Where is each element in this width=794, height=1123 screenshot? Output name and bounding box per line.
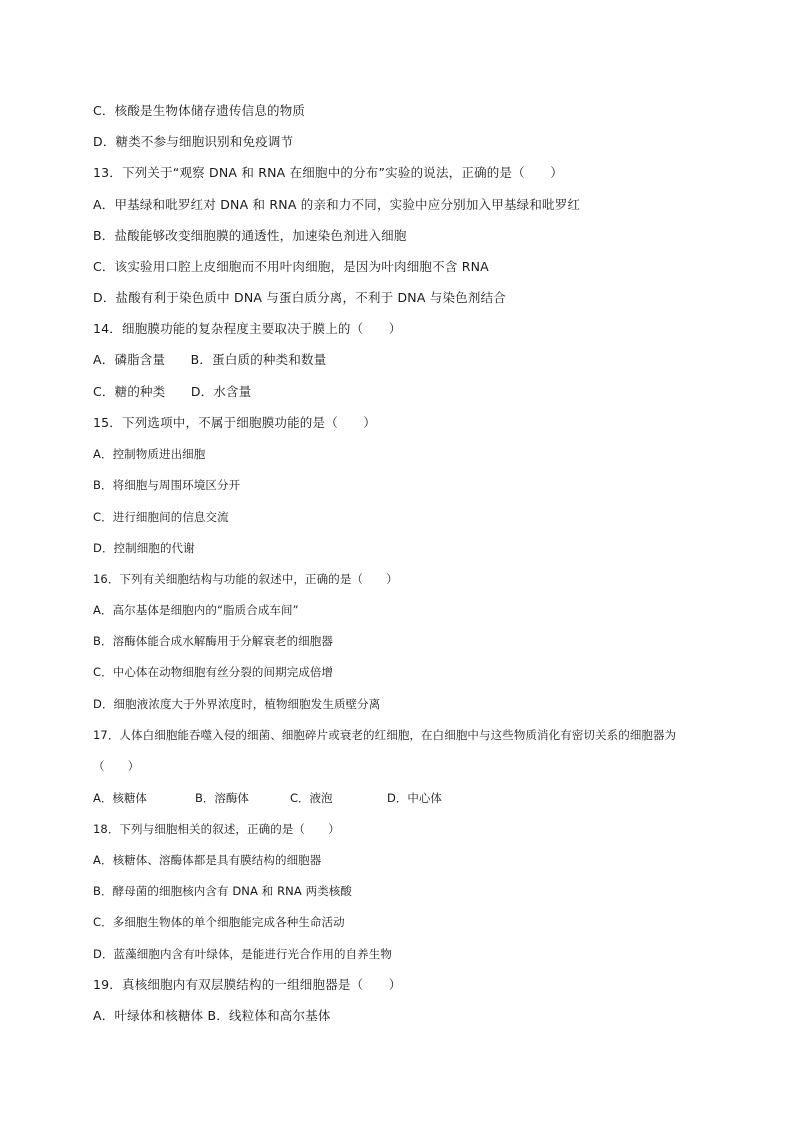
q15-option-c: C．进行细胞间的信息交流 (93, 510, 229, 524)
question-19: 19．真核细胞内有双层膜结构的一组细胞器是（ ） (93, 977, 402, 992)
q16-option-d: D．细胞液浓度大于外界浓度时，植物细胞发生质壁分离 (93, 697, 381, 711)
q16-option-a: A．高尔基体是细胞内的“脂质合成车间” (93, 603, 299, 617)
q15-option-d: D．控制细胞的代谢 (93, 541, 195, 555)
q12-option-d: D．糖类不参与细胞识别和免疫调节 (93, 134, 294, 149)
q19-options-ab: A．叶绿体和核糖体 B．线粒体和高尔基体 (93, 1008, 331, 1023)
q16-option-b: B．溶酶体能合成水解酶用于分解衰老的细胞器 (93, 634, 333, 648)
q18-option-d: D．蓝藻细胞内含有叶绿体，是能进行光合作用的自养生物 (93, 947, 392, 961)
q17-option-a: A．核糖体 (93, 791, 147, 805)
question-15: 15．下列选项中，不属于细胞膜功能的是（ ） (93, 415, 377, 430)
q18-option-a: A．核糖体、溶酶体都是具有膜结构的细胞器 (93, 853, 322, 867)
q17-options (93, 790, 442, 806)
q16-option-c: C．中心体在动物细胞有丝分裂的间期完成倍增 (93, 665, 334, 679)
question-16: 16．下列有关细胞结构与功能的叙述中，正确的是（ ） (93, 572, 398, 586)
q14-options-cd: C．糖的种类 D．水含量 (93, 384, 252, 399)
q15-option-a: A．控制物质进出细胞 (93, 447, 206, 461)
q13-option-c: C．该实验用口腔上皮细胞而不用叶肉细胞，是因为叶肉细胞不含 RNA (93, 259, 489, 274)
q14-options-ab: A．磷脂含量 B．蛋白质的种类和数量 (93, 352, 327, 367)
question-18: 18．下列与细胞相关的叙述，正确的是（ ） (93, 822, 340, 836)
q15-option-b: B．将细胞与周围环境区分开 (93, 478, 241, 492)
q13-option-a: A．甲基绿和吡罗红对 DNA 和 RNA 的亲和力不同，实验中应分别加入甲基绿和吡罗红 (93, 197, 581, 212)
question-14: 14．细胞膜功能的复杂程度主要取决于膜上的（ ） (93, 321, 402, 336)
q17-option-b: B．溶酶体 (195, 791, 249, 805)
q17-option-c: C．液泡 (290, 791, 333, 805)
q18-option-c: C．多细胞生物体的单个细胞能完成各种生命活动 (93, 915, 345, 929)
q13-option-b: B．盐酸能够改变细胞膜的通透性，加速染色剂进入细胞 (93, 228, 407, 243)
q17-option-d: D．中心体 (387, 791, 442, 805)
question-17: 17．人体白细胞能吞噬入侵的细菌、细胞碎片或衰老的红细胞，在白细胞中与这些物质消化有密切关系的细胞器为 (93, 728, 677, 742)
q12-option-c: C．核酸是生物体储存遗传信息的物质 (93, 103, 306, 118)
q13-option-d: D．盐酸有利于染色质中 DNA 与蛋白质分离，不利于 DNA 与染色剂结合 (93, 290, 506, 305)
q18-option-b: B．酵母菌的细胞核内含有 DNA 和 RNA 两类核酸 (93, 884, 352, 898)
q17-answer-paren: （ ） (93, 759, 140, 773)
question-13: 13．下列关于“观察 DNA 和 RNA 在细胞中的分布”实验的说法，正确的是（ ） (93, 165, 563, 180)
